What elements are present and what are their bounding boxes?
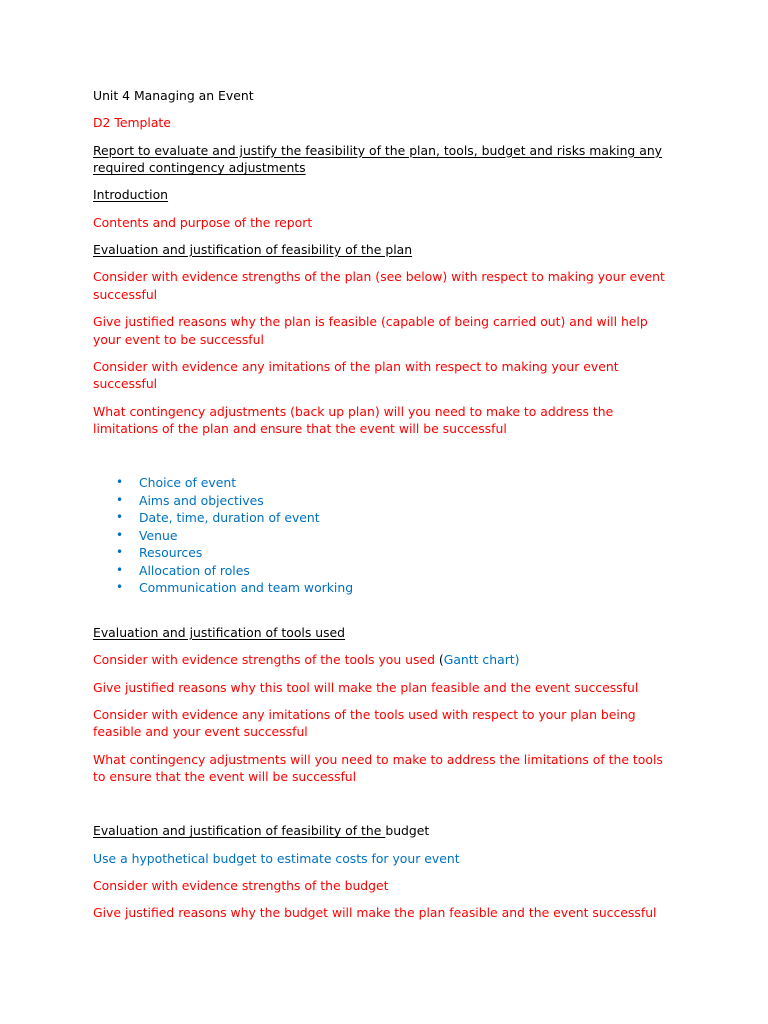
bullet-icon: • [116, 562, 124, 577]
list-item-text: Choice of event [139, 475, 237, 491]
plan-item-contingency: What contingency adjustments (back up plan) will you need to make to address the limitations of the plan and ensure that the event will be successful [93, 403, 614, 437]
list-item [116, 579, 678, 597]
list-item [116, 474, 678, 492]
budget-heading-underlined: Evaluation and justification of feasibility of the [93, 823, 386, 839]
tools-strengths-text: Consider with evidence strengths of the tools you used [93, 652, 439, 668]
bullet-icon: • [116, 475, 124, 490]
bullet-icon: • [116, 580, 124, 595]
spacer [93, 795, 678, 822]
list-item-text: Allocation of roles [139, 562, 250, 578]
introduction-text: Contents and purpose of the report [93, 214, 313, 230]
plan-bullet-list [93, 474, 678, 597]
list-item [116, 492, 678, 510]
list-item [116, 509, 678, 527]
list-item [116, 544, 678, 562]
tools-item-feasible: Give justified reasons why this tool will make the plan feasible and the event successful [93, 679, 639, 695]
template-label: D2 Template [93, 115, 171, 131]
list-item [116, 527, 678, 545]
bullet-icon: • [116, 527, 124, 542]
spacer [93, 447, 678, 474]
report-heading: Report to evaluate and justify the feasibility of the plan, tools, budget and risks making any required contingency adjustments [93, 142, 663, 176]
bullet-icon: • [116, 492, 124, 507]
list-item-text: Communication and team working [139, 580, 354, 596]
unit-title: Unit 4 Managing an Event [93, 88, 254, 103]
list-item-text: Resources [139, 545, 203, 561]
introduction-heading: Introduction [93, 187, 169, 203]
tools-item-strengths [93, 651, 678, 669]
budget-heading-word: budget [385, 823, 430, 839]
tools-item-contingency: What contingency adjustments will you need to make to address the limitations of the tools to ensure that the event will be successful [93, 751, 663, 785]
plan-section-heading: Evaluation and justification of feasibility of the plan [93, 241, 413, 257]
bullet-icon: • [116, 545, 124, 560]
list-item-text: Aims and objectives [139, 492, 264, 508]
document-page [93, 87, 678, 932]
budget-item-feasible: Give justified reasons why the budget will make the plan feasible and the event successful [93, 905, 657, 921]
list-item [116, 562, 678, 580]
plan-item-limitations: Consider with evidence any imitations of the plan with respect to making your event successful [93, 358, 619, 392]
bullet-icon: • [116, 510, 124, 525]
tools-item-limitations: Consider with evidence any imitations of the tools used with respect to your plan being feasible and your event successful [93, 706, 636, 740]
budget-item-strengths: Consider with evidence strengths of the budget [93, 878, 389, 894]
list-item-text: Venue [139, 527, 178, 543]
plan-item-feasible: Give justified reasons why the plan is feasible (capable of being carried out) and will help your event to be successful [93, 314, 648, 347]
gantt-chart-note: Gantt chart) [443, 652, 520, 668]
open-paren: ( [438, 652, 444, 668]
list-item-text: Date, time, duration of event [139, 510, 320, 526]
spacer [93, 597, 678, 624]
budget-section-heading [93, 822, 678, 840]
budget-hypothetical: Use a hypothetical budget to estimate costs for your event [93, 850, 460, 866]
tools-section-heading: Evaluation and justification of tools used [93, 624, 346, 640]
plan-item-strengths: Consider with evidence strengths of the plan (see below) with respect to making your event successful [93, 269, 665, 302]
